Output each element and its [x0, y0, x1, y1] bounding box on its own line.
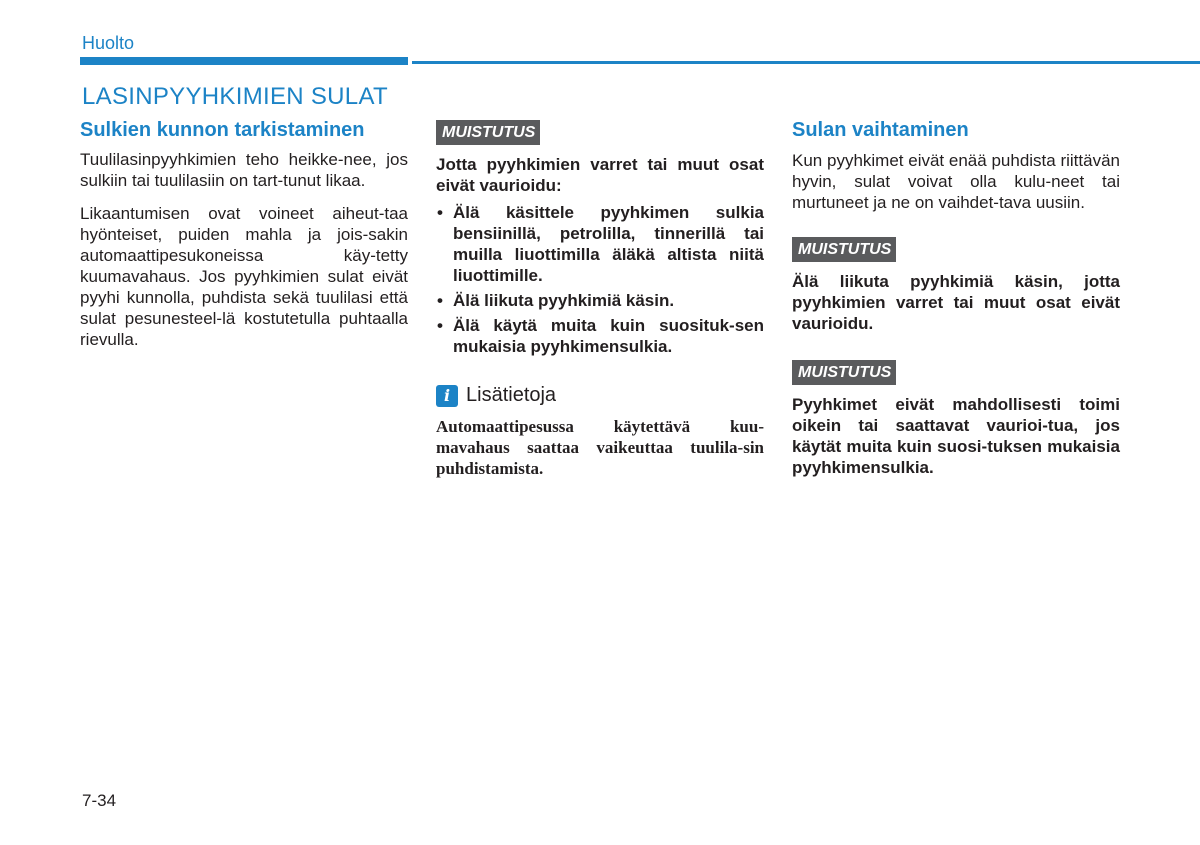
info-body: Automaattipesussa käytettävä kuu-mavahaus saattaa vaikeuttaa tuulila-sin puhdistamista.	[436, 417, 764, 478]
notice-badge: MUISTUTUS	[792, 360, 896, 385]
list-item: • Älä käsittele pyyhkimen sulkia bensiinillä, petrolilla, tinnerillä tai muilla liuottimilla äläkä altista niitä liuottimille.	[436, 202, 764, 286]
info-title: Lisätietoja	[466, 384, 557, 406]
list-item: • Älä käytä muita kuin suosituk-sen mukaisia pyyhkimensulkia.	[436, 315, 764, 357]
heading-replacing-blade: Sulan vaihtaminen	[792, 119, 969, 141]
header-rule-thin	[412, 61, 1200, 64]
notice-text-2: Pyyhkimet eivät mahdollisesti toimi oikein tai saattavat vaurioi-tua, jos käytät muita kuin suosi-tuksen mukaisia pyyhkimensulkia.	[792, 395, 1120, 477]
page-number: 7-34	[82, 791, 117, 810]
section-title: LASINPYYHKIMIEN SULAT	[82, 83, 388, 110]
heading-checking-blades: Sulkien kunnon tarkistaminen	[80, 119, 365, 141]
paragraph-2: Likaantumisen ovat voineet aiheut-taa hyönteiset, puiden mahla ja jois-sakin automaattipesukoneissa käy-tetty kuumavahaus. Jos pyyhkimien sulat eivät pyyhi kunnolla, puhdista sekä tuulilasi että sulat pesunesteel-lä kostutetulla puhtaalla rievulla.	[80, 204, 408, 349]
paragraph-replace: Kun pyyhkimet eivät enää puhdista riittävän hyvin, sulat voivat olla kulu-neet tai murtuneet ja ne on vaihdet-tava uusiin.	[792, 151, 1120, 212]
header-rule-thick	[80, 57, 408, 65]
notice-intro: Jotta pyyhkimien varret tai muut osat eivät vaurioidu:	[436, 155, 764, 195]
info-header	[436, 384, 764, 407]
column-middle	[436, 120, 764, 479]
column-left	[80, 118, 408, 350]
notice-badge: MUISTUTUS	[436, 120, 540, 145]
info-icon: i	[436, 385, 458, 407]
notice-list	[436, 202, 764, 357]
notice-badge: MUISTUTUS	[792, 237, 896, 262]
column-right	[792, 118, 1120, 478]
paragraph-1: Tuulilasinpyyhkimien teho heikke-nee, jos sulkiin tai tuulilasiin on tart-tunut likaa.	[80, 150, 408, 190]
list-item: • Älä liikuta pyyhkimiä käsin.	[436, 290, 764, 311]
chapter-label: Huolto	[82, 33, 135, 53]
notice-text-1: Älä liikuta pyyhkimiä käsin, jotta pyyhkimien varret tai muut osat eivät vaurioidu.	[792, 272, 1120, 333]
